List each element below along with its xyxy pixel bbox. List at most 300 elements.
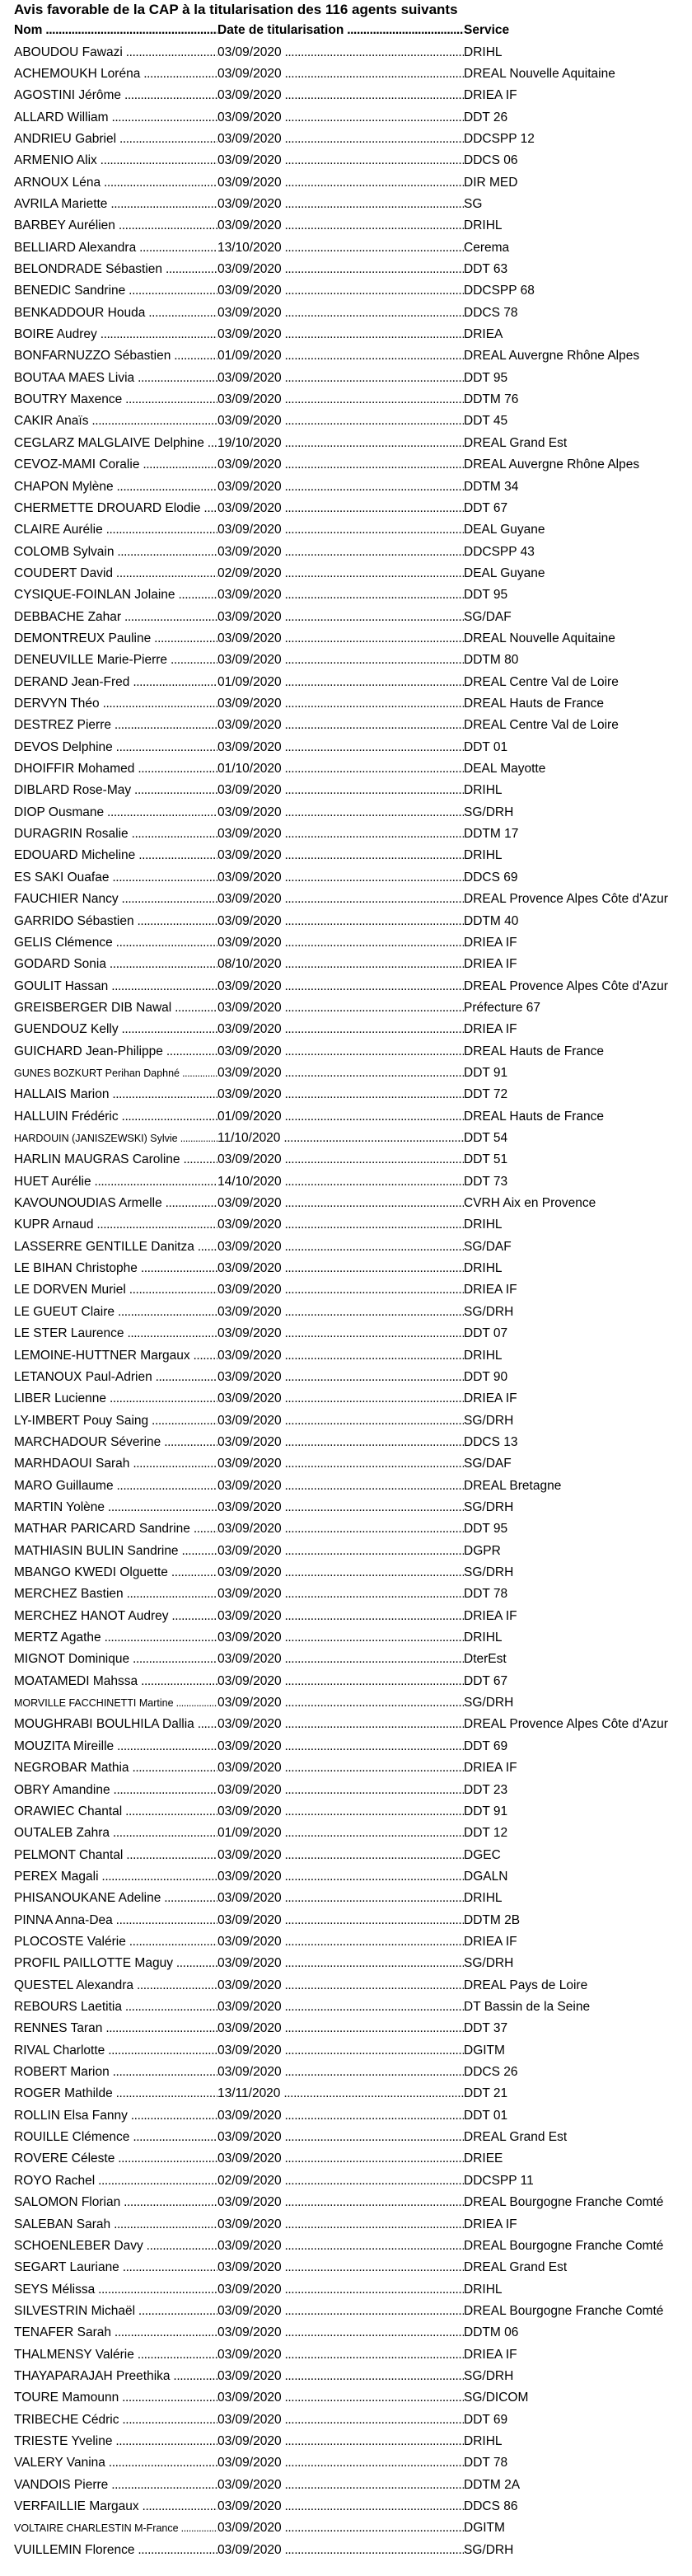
titularisation-date: 03/09/2020 ..... xyxy=(217,1584,464,1605)
titularisation-date: 13/10/2020 ..... xyxy=(217,237,464,259)
table-row xyxy=(0,303,692,324)
service: DDT 45 xyxy=(464,414,508,429)
titularisation-date: 03/09/2020 ..... xyxy=(217,476,464,498)
agent-name: DESTREZ Pierre ..... xyxy=(14,715,217,736)
titularisation-date: 03/09/2020 ..... xyxy=(217,1953,464,1974)
table-row xyxy=(0,628,692,650)
agent-name: TOURE Mamounn ..... xyxy=(14,2387,217,2409)
table-row xyxy=(0,368,692,389)
table-row xyxy=(0,129,692,150)
table-row xyxy=(0,823,692,845)
agent-name: MATHIASIN BULIN Sandrine ..... xyxy=(14,1541,217,1562)
agent-name: GUNES BOZKURT Perihan Daphné ..... xyxy=(14,1063,217,1084)
service: SG/DAF xyxy=(464,1457,512,1471)
service: SG/DAF xyxy=(464,1239,512,1254)
titularisation-date: 03/09/2020 ..... xyxy=(217,2040,464,2062)
service: DREAL Hauts de France xyxy=(464,1044,605,1058)
titularisation-date: 03/09/2020 ..... xyxy=(217,1845,464,1866)
service: DRIEA IF xyxy=(464,1934,517,1949)
agent-name: NEGROBAR Mathia ..... xyxy=(14,1757,217,1779)
agent-name: ARNOUX Léna ..... xyxy=(14,172,217,194)
agent-name: BELONDRADE Sébastien ..... xyxy=(14,259,217,280)
service: DDTM 40 xyxy=(464,913,519,928)
table-row xyxy=(0,1388,692,1410)
service: SG xyxy=(464,196,483,211)
agent-name: FAUCHIER Nancy ..... xyxy=(14,889,217,910)
agent-name: ROYO Rachel ..... xyxy=(14,2170,217,2192)
table-row xyxy=(0,2257,692,2278)
titularisation-date: 03/09/2020 ..... xyxy=(217,1258,464,1279)
titularisation-date: 03/09/2020 ..... xyxy=(217,2431,464,2452)
titularisation-date: 03/09/2020 ..... xyxy=(217,911,464,932)
agent-name: BOUTRY Maxence ..... xyxy=(14,389,217,411)
titularisation-date: 03/09/2020 ..... xyxy=(217,802,464,823)
agent-name: DIOP Ousmane ..... xyxy=(14,802,217,823)
table-row xyxy=(0,2409,692,2431)
titularisation-date: 03/09/2020 ..... xyxy=(217,2236,464,2257)
table-row xyxy=(0,1606,692,1627)
agent-name: BENKADDOUR Houda ..... xyxy=(14,303,217,324)
titularisation-date: 03/09/2020 ..... xyxy=(217,2301,464,2322)
agent-name: AVRILA Mariette ..... xyxy=(14,194,217,215)
agent-name: HALLUIN Frédéric ..... xyxy=(14,1106,217,1128)
agent-name: DEMONTREUX Pauline ..... xyxy=(14,628,217,650)
titularisation-date: 03/09/2020 ..... xyxy=(217,107,464,129)
agent-name: CEVOZ-MAMI Coralie ..... xyxy=(14,454,217,476)
table-row xyxy=(0,1714,692,1735)
table-row xyxy=(0,63,692,85)
titularisation-date: 03/09/2020 ..... xyxy=(217,1801,464,1823)
table-row xyxy=(0,1910,692,1931)
agent-name: DURAGRIN Rosalie ..... xyxy=(14,823,217,845)
titularisation-date: 03/09/2020 ..... xyxy=(217,1649,464,1670)
agent-name: HALLAIS Marion ..... xyxy=(14,1084,217,1105)
column-header-name: Nom ..... xyxy=(14,20,217,41)
service: DDT 69 xyxy=(464,1738,508,1753)
titularisation-date: 03/09/2020 ..... xyxy=(217,215,464,237)
service: SG/DRH xyxy=(464,2542,514,2557)
table-row xyxy=(0,1041,692,1063)
titularisation-date: 03/09/2020 ..... xyxy=(217,280,464,302)
table-row xyxy=(0,650,692,671)
titularisation-date: 03/09/2020 ..... xyxy=(217,1041,464,1063)
agent-name: TENAFER Sarah ..... xyxy=(14,2322,217,2344)
service: DDT 07 xyxy=(464,1326,508,1341)
table-row xyxy=(0,2279,692,2301)
table-row xyxy=(0,737,692,758)
agent-name: GUENDOUZ Kelly ..... xyxy=(14,1019,217,1040)
service: SG/DAF xyxy=(464,609,512,624)
titularisation-date: 03/09/2020 ..... xyxy=(217,1019,464,1040)
service: DRIEA IF xyxy=(464,935,517,950)
table-row xyxy=(0,107,692,129)
agent-name: OBRY Amandine ..... xyxy=(14,1780,217,1801)
table-row xyxy=(0,1757,692,1779)
agent-name: SALOMON Florian ..... xyxy=(14,2192,217,2213)
agent-name: RIVAL Charlotte ..... xyxy=(14,2040,217,2062)
table-row xyxy=(0,584,692,606)
service: DREAL Provence Alpes Côte d'Azur xyxy=(464,1717,668,1732)
agent-name: LE DORVEN Muriel ..... xyxy=(14,1279,217,1301)
agent-name: KAVOUNOUDIAS Armelle ..... xyxy=(14,1193,217,1214)
service: DRIEA IF xyxy=(464,1608,517,1623)
titularisation-date: 03/09/2020 ..... xyxy=(217,1214,464,1236)
titularisation-date: 03/09/2020 ..... xyxy=(217,2540,464,2561)
titularisation-date: 03/09/2020 ..... xyxy=(217,1692,464,1714)
service: DDTM 76 xyxy=(464,392,519,407)
column-header-date: Date de titularisation ..... xyxy=(217,20,464,41)
table-row xyxy=(0,2148,692,2170)
service: DGALN xyxy=(464,1869,508,1884)
titularisation-date: 03/09/2020 ..... xyxy=(217,693,464,715)
service: DDCS 13 xyxy=(464,1434,518,1449)
service: DREAL Pays de Loire xyxy=(464,1978,588,1992)
agent-name: ARMENIO Alix ..... xyxy=(14,150,217,171)
service: DREAL Grand Est xyxy=(464,435,568,450)
service: DRIHL xyxy=(464,218,503,233)
service: DGITM xyxy=(464,2521,505,2536)
agent-name: MORVILLE FACCHINETTI Martine ..... xyxy=(14,1692,217,1714)
agent-name: VOLTAIRE CHARLESTIN M-France ..... xyxy=(14,2517,217,2539)
table-row xyxy=(0,1823,692,1844)
titularisation-date: 03/09/2020 ..... xyxy=(217,1714,464,1735)
table-row xyxy=(0,1692,692,1714)
titularisation-date: 03/09/2020 ..... xyxy=(217,150,464,171)
agent-name: CHAPON Mylène ..... xyxy=(14,476,217,498)
table-row xyxy=(0,1453,692,1475)
titularisation-date: 03/09/2020 ..... xyxy=(217,1367,464,1388)
titularisation-date: 03/09/2020 ..... xyxy=(217,1302,464,1323)
titularisation-date: 03/09/2020 ..... xyxy=(217,1518,464,1540)
table-row xyxy=(0,2040,692,2062)
service: DREAL Centre Val de Loire xyxy=(464,718,619,733)
table-row xyxy=(0,2517,692,2539)
titularisation-date: 03/09/2020 ..... xyxy=(217,845,464,866)
column-header-service: Service xyxy=(464,23,510,37)
titularisation-date: 03/09/2020 ..... xyxy=(217,1888,464,1909)
service: SG/DRH xyxy=(464,2368,514,2383)
table-row xyxy=(0,1780,692,1801)
titularisation-date: 03/09/2020 ..... xyxy=(217,259,464,280)
service: DDCSPP 43 xyxy=(464,544,535,559)
agent-name: ES SAKI Ouafae ..... xyxy=(14,867,217,889)
service: DDT 69 xyxy=(464,2412,508,2427)
service: SG/DRH xyxy=(464,1956,514,1971)
agent-name: LEMOINE-HUTTNER Margaux ..... xyxy=(14,1345,217,1367)
table-row xyxy=(0,433,692,454)
table-row xyxy=(0,2192,692,2213)
agent-name: GOULIT Hassan ..... xyxy=(14,976,217,997)
table-row xyxy=(0,2105,692,2127)
titularisation-date: 03/09/2020 ..... xyxy=(217,1084,464,1105)
table-row xyxy=(0,542,692,563)
service: DDT 73 xyxy=(464,1174,508,1189)
titularisation-date: 14/10/2020 ..... xyxy=(217,1171,464,1193)
agent-name: MBANGO KWEDI Olguette ..... xyxy=(14,1562,217,1584)
agent-name: ROLLIN Elsa Fanny ..... xyxy=(14,2105,217,2127)
agent-name: ABOUDOU Fawazi ..... xyxy=(14,42,217,63)
service: DDTM 80 xyxy=(464,653,519,668)
agent-name: MOATAMEDI Mahssa ..... xyxy=(14,1671,217,1692)
agent-name: RENNES Taran ..... xyxy=(14,2018,217,2039)
service: DREAL Bourgogne Franche Comté xyxy=(464,2303,664,2318)
service: DDT 95 xyxy=(464,588,508,603)
service: DDT 91 xyxy=(464,1804,508,1818)
agent-name: CAKIR Anaïs ..... xyxy=(14,411,217,432)
agent-name: LIBER Lucienne ..... xyxy=(14,1388,217,1410)
agent-name: CEGLARZ MALGLAIVE Delphine ..... xyxy=(14,433,217,454)
titularisation-date: 03/09/2020 ..... xyxy=(217,368,464,389)
agent-name: PHISANOUKANE Adeline ..... xyxy=(14,1888,217,1909)
service: DDT 67 xyxy=(464,500,508,515)
titularisation-date: 03/09/2020 ..... xyxy=(217,2409,464,2431)
table-row xyxy=(0,1279,692,1301)
agent-name: ROGER Mathilde ..... xyxy=(14,2083,217,2104)
agent-name: SALEBAN Sarah ..... xyxy=(14,2214,217,2236)
agent-name: BENEDIC Sandrine ..... xyxy=(14,280,217,302)
service: DDT 78 xyxy=(464,2456,508,2470)
service: DDT 21 xyxy=(464,2086,508,2101)
titularisation-date: 03/09/2020 ..... xyxy=(217,1780,464,1801)
titularisation-date: 03/09/2020 ..... xyxy=(217,2452,464,2474)
service: Préfecture 67 xyxy=(464,1000,541,1015)
titularisation-date: 03/09/2020 ..... xyxy=(217,2279,464,2301)
agent-name: DERAND Jean-Fred ..... xyxy=(14,672,217,693)
titularisation-date: 03/09/2020 ..... xyxy=(217,1149,464,1171)
titularisation-date: 03/09/2020 ..... xyxy=(217,1497,464,1518)
agent-name: EDOUARD Micheline ..... xyxy=(14,845,217,866)
service: DEAL Guyane xyxy=(464,523,545,537)
service: Cerema xyxy=(464,240,510,255)
service: SG/DRH xyxy=(464,1304,514,1319)
titularisation-date: 03/09/2020 ..... xyxy=(217,1866,464,1888)
agent-name: HARLIN MAUGRAS Caroline ..... xyxy=(14,1149,217,1171)
agent-name: SCHOENLEBER Davy ..... xyxy=(14,2236,217,2257)
agent-name: SEGART Lauriane ..... xyxy=(14,2257,217,2278)
titularisation-date: 02/09/2020 ..... xyxy=(217,563,464,584)
titularisation-date: 03/09/2020 ..... xyxy=(217,1606,464,1627)
table-row xyxy=(0,563,692,584)
titularisation-date: 03/09/2020 ..... xyxy=(217,2192,464,2213)
service: SG/DICOM xyxy=(464,2391,529,2405)
table-row xyxy=(0,1084,692,1105)
table-row xyxy=(0,2018,692,2039)
agent-name: AGOSTINI Jérôme ..... xyxy=(14,85,217,106)
table-row xyxy=(0,1931,692,1953)
table-row xyxy=(0,1128,692,1149)
service: DDTM 2B xyxy=(464,1912,521,1927)
table-row xyxy=(0,1497,692,1518)
table-row xyxy=(0,1345,692,1367)
agent-name: VUILLEMIN Florence ..... xyxy=(14,2540,217,2561)
table-row xyxy=(0,889,692,910)
agent-name: MARTIN Yolène ..... xyxy=(14,1497,217,1518)
service: DRIHL xyxy=(464,1218,503,1232)
table-row xyxy=(0,150,692,171)
table-row xyxy=(0,1171,692,1193)
titularisation-date: 03/09/2020 ..... xyxy=(217,303,464,324)
agent-name: PROFIL PAILLOTTE Maguy ..... xyxy=(14,1953,217,1974)
service: DREAL Centre Val de Loire xyxy=(464,674,619,689)
service: SG/DRH xyxy=(464,1499,514,1514)
table-row xyxy=(0,1410,692,1432)
service: DRIHL xyxy=(464,783,503,798)
table-row xyxy=(0,607,692,628)
service: DREAL Hauts de France xyxy=(464,697,605,711)
table-row xyxy=(0,2236,692,2257)
table-row xyxy=(0,2127,692,2148)
service: DDT 95 xyxy=(464,370,508,385)
table-row xyxy=(0,172,692,194)
agent-name: KUPR Arnaud ..... xyxy=(14,1214,217,1236)
agent-name: ACHEMOUKH Loréna ..... xyxy=(14,63,217,85)
agent-name: LE BIHAN Christophe ..... xyxy=(14,1258,217,1279)
table-row xyxy=(0,802,692,823)
agent-name: LETANOUX Paul-Adrien ..... xyxy=(14,1367,217,1388)
agent-name: MERCHEZ HANOT Audrey ..... xyxy=(14,1606,217,1627)
titularisation-date: 03/09/2020 ..... xyxy=(217,519,464,541)
titularisation-date: 03/09/2020 ..... xyxy=(217,2517,464,2539)
service: DRIHL xyxy=(464,2434,503,2448)
service: DREAL Nouvelle Aquitaine xyxy=(464,631,615,645)
titularisation-date: 03/09/2020 ..... xyxy=(217,1279,464,1301)
titularisation-date: 03/09/2020 ..... xyxy=(217,889,464,910)
agent-name: MARO Guillaume ..... xyxy=(14,1476,217,1497)
table-row xyxy=(0,237,692,259)
service: DDT 95 xyxy=(464,1522,508,1537)
titularisation-date: 03/09/2020 ..... xyxy=(217,2322,464,2344)
agent-name: VANDOIS Pierre ..... xyxy=(14,2475,217,2496)
service: DDT 37 xyxy=(464,2021,508,2036)
table-row xyxy=(0,845,692,866)
titularisation-date: 03/09/2020 ..... xyxy=(217,1627,464,1649)
service: DDTM 17 xyxy=(464,827,519,842)
titularisation-date: 03/09/2020 ..... xyxy=(217,1432,464,1453)
table-row xyxy=(0,1627,692,1649)
service: DDCS 06 xyxy=(464,153,518,168)
table-row xyxy=(0,2496,692,2517)
titularisation-date: 03/09/2020 ..... xyxy=(217,2062,464,2083)
service: DRIEA IF xyxy=(464,88,517,103)
titularisation-date: 03/09/2020 ..... xyxy=(217,85,464,106)
table-row xyxy=(0,1997,692,2018)
agent-name: THALMENSY Valérie ..... xyxy=(14,2344,217,2366)
service: DREAL Auvergne Rhône Alpes xyxy=(464,457,640,472)
table-row xyxy=(0,1866,692,1888)
titularisation-date: 03/09/2020 ..... xyxy=(217,411,464,432)
table-row xyxy=(0,1518,692,1540)
titularisation-date: 03/09/2020 ..... xyxy=(217,1541,464,1562)
titularisation-date: 08/10/2020 ..... xyxy=(217,954,464,975)
table-row xyxy=(0,454,692,476)
table-row xyxy=(0,932,692,954)
titularisation-date: 01/09/2020 ..... xyxy=(217,672,464,693)
service: SG/DRH xyxy=(464,1413,514,1428)
table-row xyxy=(0,1019,692,1040)
table-row xyxy=(0,1106,692,1128)
service: DRIHL xyxy=(464,45,503,59)
agent-name: DHOIFFIR Mohamed ..... xyxy=(14,758,217,780)
service: DRIEA IF xyxy=(464,1283,517,1297)
service: DIR MED xyxy=(464,175,518,190)
agent-name: DEVOS Delphine ..... xyxy=(14,737,217,758)
service: DEAL Guyane xyxy=(464,565,545,580)
titularisation-date: 03/09/2020 ..... xyxy=(217,194,464,215)
titularisation-date: 03/09/2020 ..... xyxy=(217,1323,464,1344)
agent-name: COUDERT David ..... xyxy=(14,563,217,584)
service: DREAL Provence Alpes Côte d'Azur xyxy=(464,892,668,907)
agent-name: PEREX Magali ..... xyxy=(14,1866,217,1888)
agent-name: MARCHADOUR Séverine ..... xyxy=(14,1432,217,1453)
service: DREAL Auvergne Rhône Alpes xyxy=(464,349,640,364)
service: DRIEA IF xyxy=(464,2347,517,2362)
agent-name: ANDRIEU Gabriel ..... xyxy=(14,129,217,150)
titularisation-date: 03/09/2020 ..... xyxy=(217,42,464,63)
table-row xyxy=(0,976,692,997)
titularisation-date: 03/09/2020 ..... xyxy=(217,2148,464,2170)
titularisation-date: 03/09/2020 ..... xyxy=(217,1476,464,1497)
service: DDCS 69 xyxy=(464,870,518,884)
titularisation-date: 03/09/2020 ..... xyxy=(217,584,464,606)
agent-name: LY-IMBERT Pouy Saing ..... xyxy=(14,1410,217,1432)
titularisation-date: 03/09/2020 ..... xyxy=(217,823,464,845)
service: DGITM xyxy=(464,2043,505,2058)
agent-name: GUICHARD Jean-Philippe ..... xyxy=(14,1041,217,1063)
agent-name: MERCHEZ Bastien ..... xyxy=(14,1584,217,1605)
titularisation-date: 03/09/2020 ..... xyxy=(217,172,464,194)
service: DRIEA IF xyxy=(464,2217,517,2231)
titularisation-date: 03/09/2020 ..... xyxy=(217,498,464,519)
table-row xyxy=(0,2062,692,2083)
table-row xyxy=(0,1736,692,1757)
service: DDT 78 xyxy=(464,1587,508,1602)
table-row xyxy=(0,2387,692,2409)
agent-name: VERFAILLIE Margaux ..... xyxy=(14,2496,217,2517)
agent-name: DERVYN Théo ..... xyxy=(14,693,217,715)
table-row xyxy=(0,1432,692,1453)
titularisation-date: 01/09/2020 ..... xyxy=(217,1823,464,1844)
table-row xyxy=(0,1236,692,1258)
titularisation-date: 03/09/2020 ..... xyxy=(217,1997,464,2018)
titularisation-date: 03/09/2020 ..... xyxy=(217,1736,464,1757)
titularisation-date: 03/09/2020 ..... xyxy=(217,1931,464,1953)
agent-name: MOUZITA Mireille ..... xyxy=(14,1736,217,1757)
service: DRIEE xyxy=(464,2151,503,2166)
agent-name: THAYAPARAJAH Preethika ..... xyxy=(14,2366,217,2387)
service: DREAL Grand Est xyxy=(464,2260,568,2275)
service: DRIEA IF xyxy=(464,1761,517,1776)
agent-name: DIBLARD Rose-May ..... xyxy=(14,780,217,801)
titularisation-date: 11/10/2020 ..... xyxy=(217,1128,464,1149)
agent-name: LE GUEUT Claire ..... xyxy=(14,1302,217,1323)
table-row xyxy=(0,2214,692,2236)
titularisation-date: 03/09/2020 ..... xyxy=(217,1453,464,1475)
agent-name: HUET Aurélie ..... xyxy=(14,1171,217,1193)
titularisation-date: 03/09/2020 ..... xyxy=(217,932,464,954)
service: DGPR xyxy=(464,1543,501,1558)
agent-name: DEBBACHE Zahar ..... xyxy=(14,607,217,628)
service: DDT 72 xyxy=(464,1087,508,1102)
titularisation-date: 03/09/2020 ..... xyxy=(217,628,464,650)
agent-name: QUESTEL Alexandra ..... xyxy=(14,1975,217,1997)
table-row xyxy=(0,1367,692,1388)
titularisation-date: 03/09/2020 ..... xyxy=(217,1975,464,1997)
service: DRIEA IF xyxy=(464,957,517,972)
agent-name: TRIBECHE Cédric ..... xyxy=(14,2409,217,2431)
titularisation-date: 03/09/2020 ..... xyxy=(217,1910,464,1931)
titularisation-date: 03/09/2020 ..... xyxy=(217,1671,464,1692)
titularisation-date: 19/10/2020 ..... xyxy=(217,433,464,454)
